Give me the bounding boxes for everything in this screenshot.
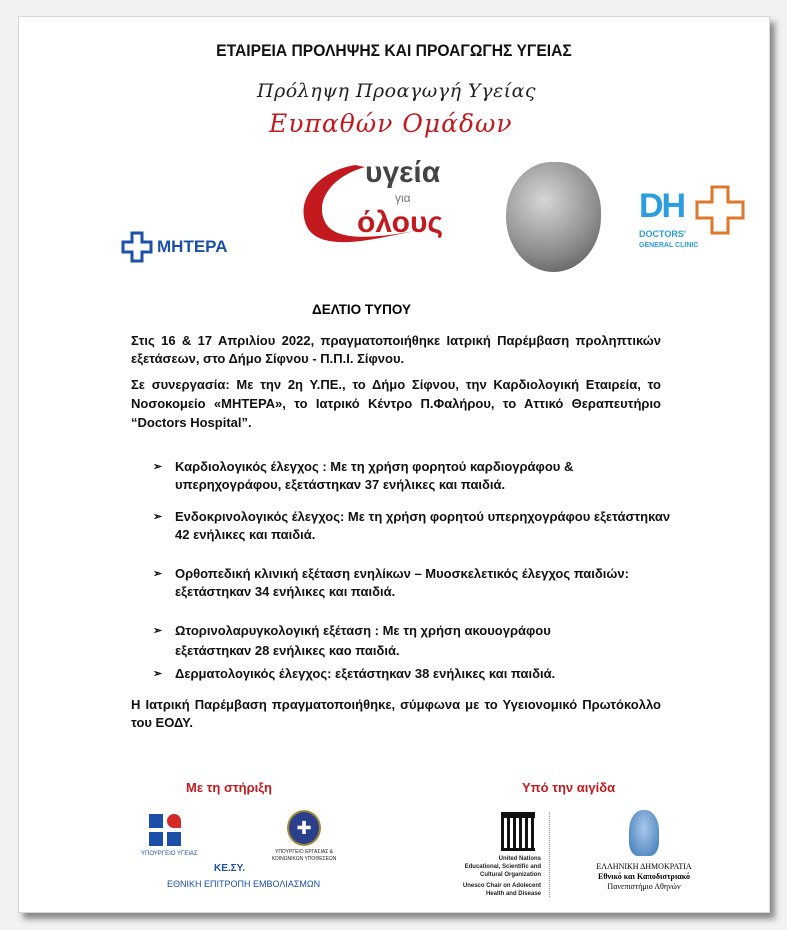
press-release-title: ΔΕΛΤΙΟ ΤΥΠΟΥ xyxy=(312,302,411,317)
document-page xyxy=(18,16,770,913)
organization-title: ΕΤΑΙΡΕΙΑ ΠΡΟΛΗΨΗΣ ΚΑΙ ΠΡΟΑΓΩΓΗΣ ΥΓΕΙΑΣ xyxy=(216,41,572,60)
greek-emblem-icon: ✚ xyxy=(287,810,321,846)
divider xyxy=(549,812,550,897)
slogan-line-1: Πρόληψη Προαγωγή Υγείας xyxy=(257,80,537,102)
arrow-bullet-icon: ➢ xyxy=(153,461,163,473)
ancient-coin-frog-image xyxy=(506,162,601,272)
kesy-label: ΚΕ.ΣΥ. xyxy=(214,863,246,874)
ministry-health-logo: ΥΠΟΥΡΓΕΙΟ ΥΓΕΙΑΣ xyxy=(141,814,211,858)
kesy-full-name: ΕΘΝΙΚΗ ΕΠΙΤΡΟΠΗ ΕΜΒΟΛΙΑΣΜΩΝ xyxy=(167,879,321,889)
mitera-logo: ΜΗΤΕΡΑ xyxy=(121,231,241,265)
arrow-bullet-icon: ➢ xyxy=(153,668,163,680)
unesco-logo: United Nations Educational, Scientific and Cultural Organization Unesco Chair on Adolecent Health and Disease xyxy=(446,812,541,898)
list-item: ➢ Ορθοπεδική κλινική εξέταση ενηλίκων – Μυοσκελετικός έλεγχος παιδιών: εξετάστηκαν 34 ενήλικες και παιδιά. xyxy=(153,566,629,599)
support-label: Με τη στήριξη xyxy=(186,780,272,795)
slogan-line-2: Ευπαθών Ομάδων xyxy=(269,109,513,138)
arrow-bullet-icon: ➢ xyxy=(153,568,163,580)
mitera-cross-icon xyxy=(121,231,153,263)
closing-paragraph: Η Ιατρική Παρέμβαση πραγματοποιήθηκε, σύμφωνα με το Υγειονομικό Πρωτόκολλο του ΕΟΔΥ. xyxy=(131,697,661,730)
list-item: ➢ Καρδιολογικός έλεγχος : Με τη χρήση φορητού καρδιογράφου & υπερηχογράφου, εξετάστηκαν 37 ενήλικες και παιδιά. xyxy=(153,459,574,492)
doctors-clinic-logo: DH DOCTORS' GENERAL CLINIC xyxy=(639,185,749,257)
arrow-bullet-icon: ➢ xyxy=(153,511,163,523)
unesco-temple-icon xyxy=(501,812,535,851)
arrow-bullet-icon: ➢ xyxy=(153,625,163,637)
list-item: ➢ Ωτορινολαρυγκολογική εξέταση : Με τη χρήση ακουογράφου εξετάστηκαν 28 ενήλικες καο παιδιά. xyxy=(153,623,551,658)
cooperation-paragraph: Σε συνεργασία: Με την 2η Υ.ΠΕ., το Δήμο Σίφνου, την Καρδιολογική Εταιρεία, το Νοσοκομείο «ΜΗΤΕΡΑ», το Ιατρικό Κέντρο Π.Φαλήρου, το Αττικό Θεραπευτήριο “Doctors Hospital”. xyxy=(131,377,661,430)
ministry-labour-logo: ✚ ΥΠΟΥΡΓΕΙΟ ΕΡΓΑΣΙΑΣ & ΚΟΙΝΩΝΙΚΩΝ ΥΠΟΘΕΣΕΩΝ xyxy=(259,810,349,863)
ygeia-gia-olous-logo: υγεία για όλους xyxy=(295,157,495,253)
intro-paragraph: Στις 16 & 17 Απριλίου 2022, πραγματοποιήθηκε Ιατρική Παρέμβαση προληπτικών εξετάσεων, στο Δήμο Σίφνου - Π.Π.Ι. Σίφνου. xyxy=(131,333,661,366)
plus-cross-icon xyxy=(695,185,745,235)
university-athens-logo: ΕΛΛΗΝΙΚΗ ΔΗΜΟΚΡΑΤΙΑ Εθνικό και Καποδιστριακό Πανεπιστήμιο Αθηνών xyxy=(579,810,709,892)
auspices-label: Υπό την αιγίδα xyxy=(522,780,616,795)
list-item: ➢ Δερματολογικός έλεγχος: εξετάστηκαν 38 ενήλικες και παιδιά. xyxy=(153,666,556,681)
athena-head-icon xyxy=(629,810,659,856)
list-item: ➢ Ενδοκρινολογικός έλεγχος: Με τη χρήση φορητού υπερηχογράφου εξετάστηκαν 42 ενήλικες και παιδιά. xyxy=(153,509,671,542)
